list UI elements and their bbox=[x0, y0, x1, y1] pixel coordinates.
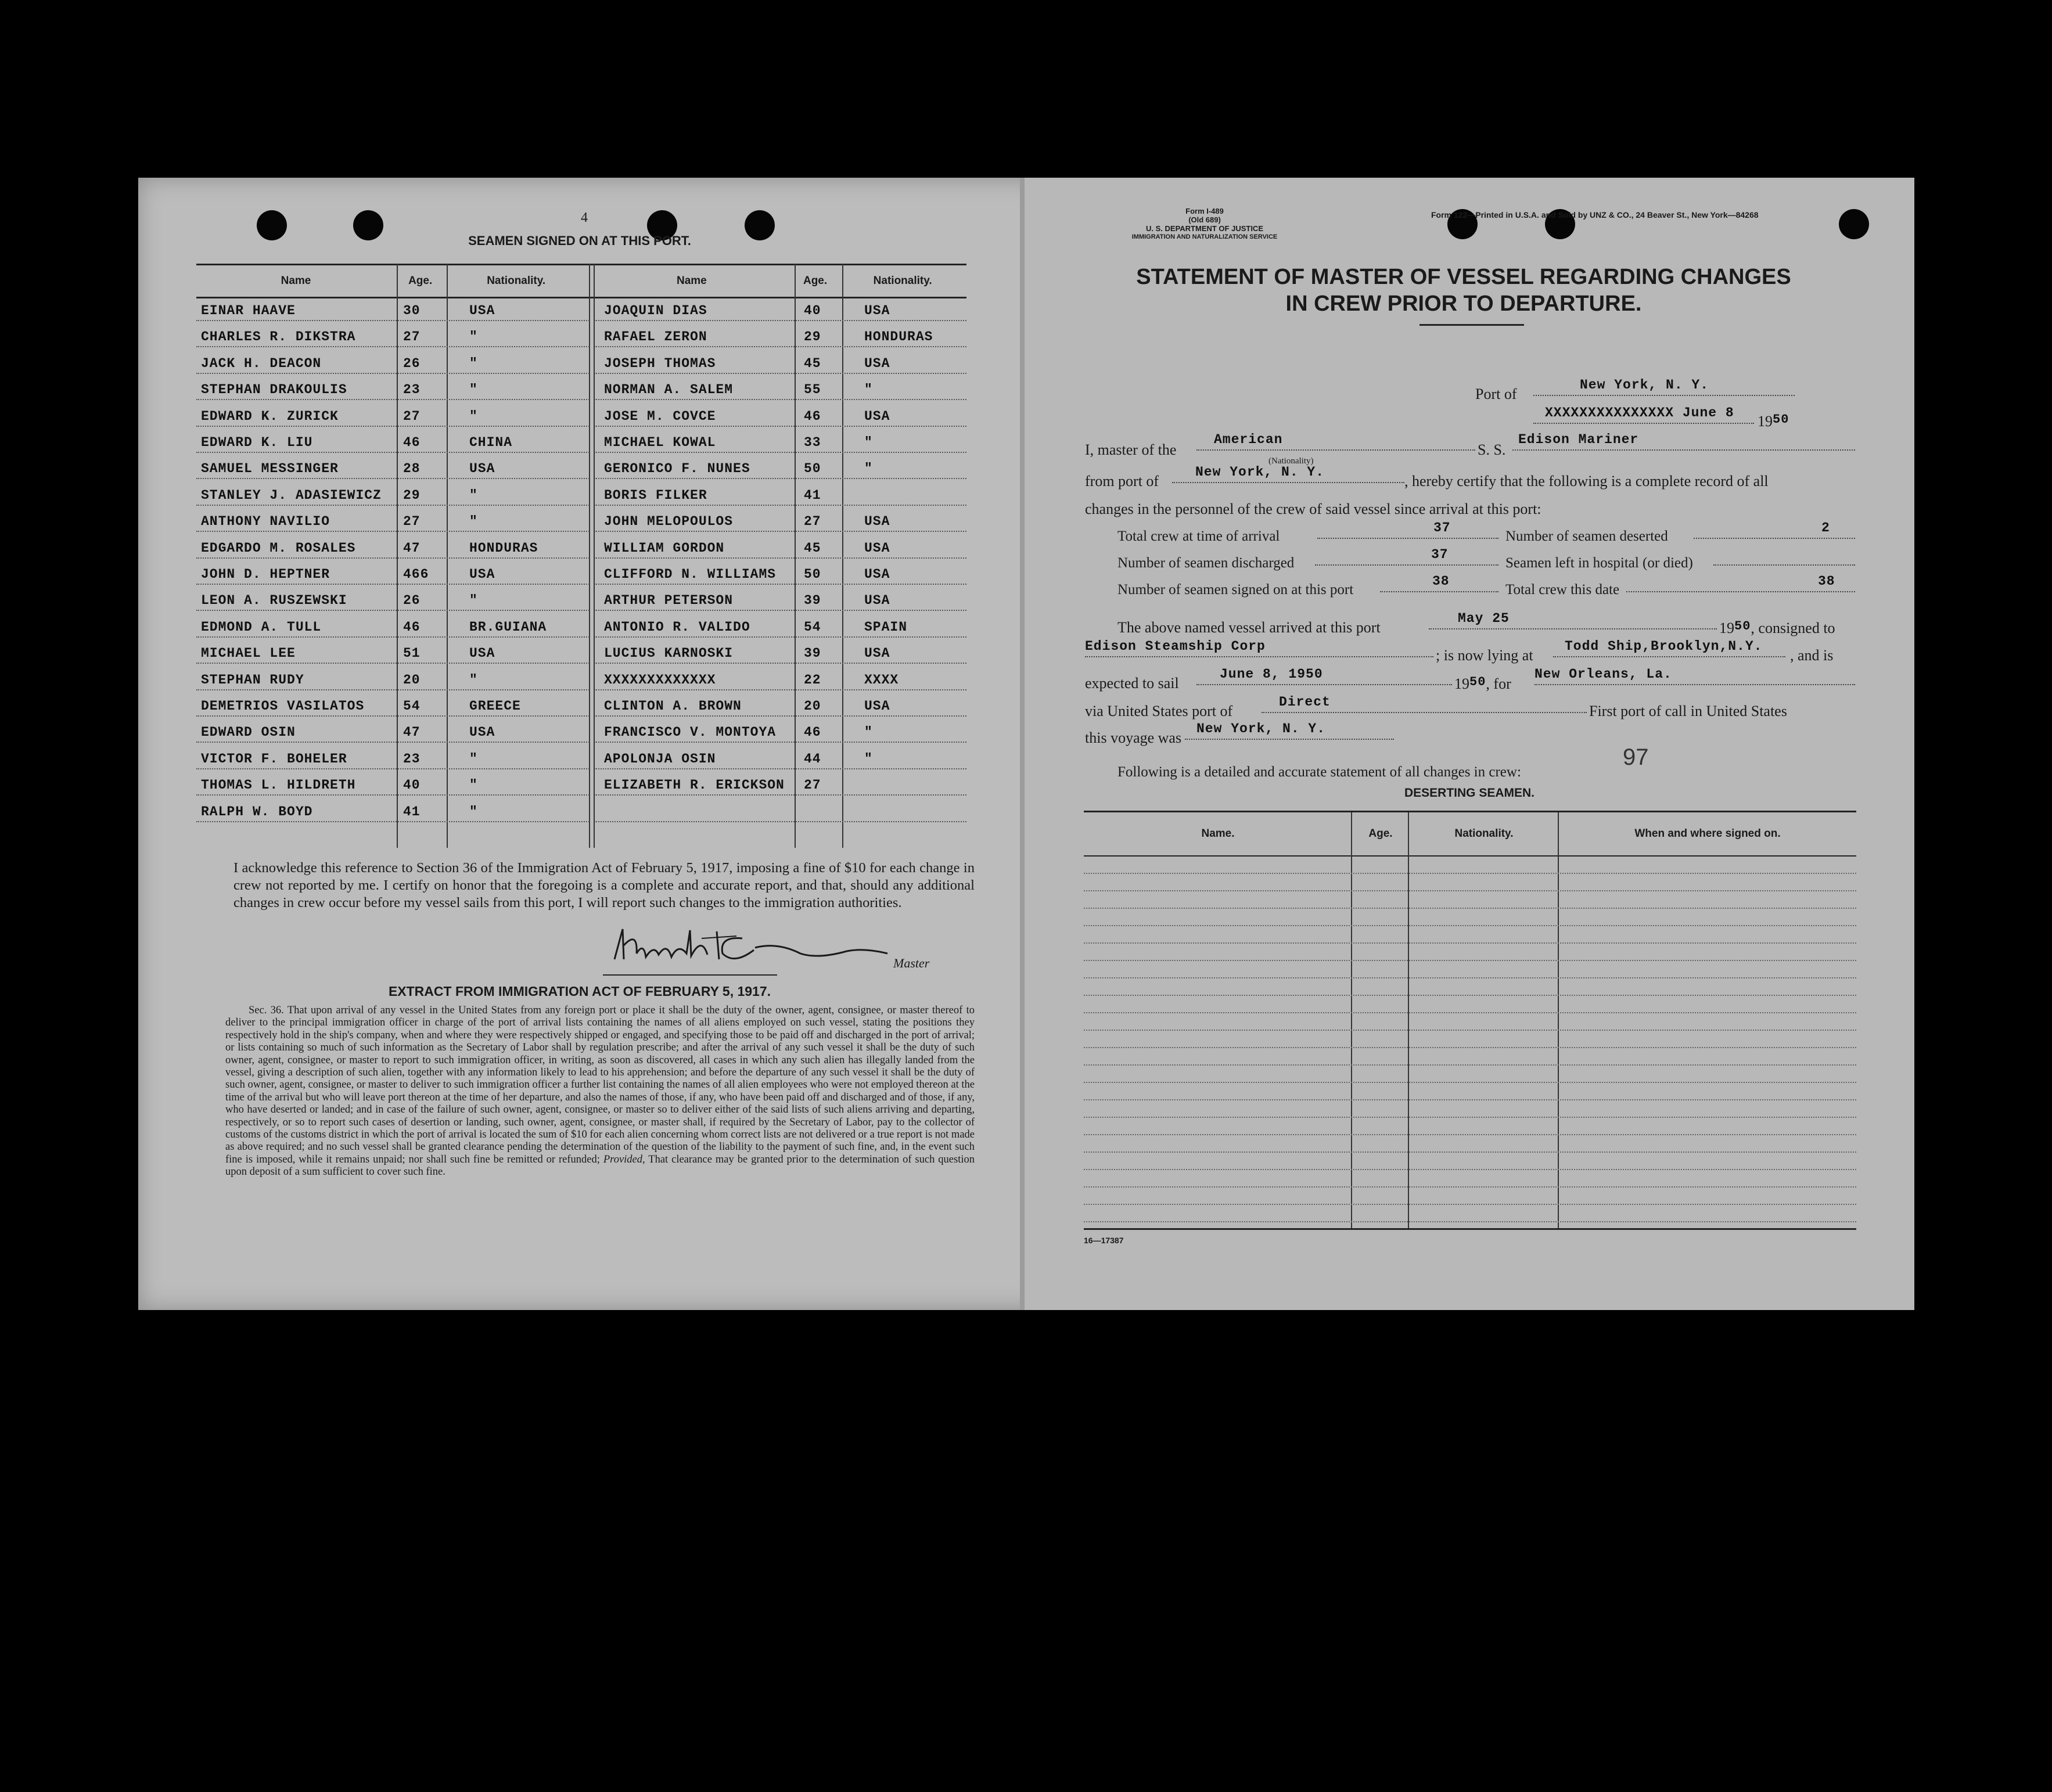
left-name: EDMOND A. TULL bbox=[201, 619, 322, 635]
empty-row bbox=[1084, 1152, 1856, 1153]
provided-label: Provided, bbox=[603, 1153, 645, 1165]
left-nationality: " bbox=[469, 408, 478, 424]
left-nationality: " bbox=[469, 329, 478, 345]
right-nationality: USA bbox=[864, 303, 890, 318]
deserted-label: Number of seamen deserted bbox=[1505, 528, 1668, 544]
left-name: EDWARD K. LIU bbox=[201, 435, 313, 450]
right-nationality: " bbox=[864, 461, 873, 477]
col-nationality: Nationality. bbox=[487, 275, 546, 287]
changes-text: changes in the personnel of the crew of said vessel since arrival at this port: bbox=[1085, 501, 1541, 517]
left-name: JACK H. DEACON bbox=[201, 355, 322, 371]
nationality-value: American bbox=[1214, 432, 1283, 447]
right-age: 29 bbox=[804, 329, 821, 345]
port-of-label: Port of bbox=[1475, 386, 1517, 402]
total-date-field bbox=[1626, 574, 1855, 592]
table-row bbox=[196, 321, 966, 347]
des-col-age: Age. bbox=[1368, 827, 1393, 840]
left-age: 54 bbox=[403, 699, 421, 714]
master-of-label: I, master of the bbox=[1085, 441, 1177, 458]
right-age: 27 bbox=[804, 514, 821, 530]
table-row bbox=[196, 796, 966, 822]
empty-row bbox=[1084, 1099, 1856, 1100]
ss-label: S. S. bbox=[1478, 441, 1506, 458]
section-36-text bbox=[225, 1005, 975, 1179]
table-row bbox=[196, 453, 966, 479]
left-age: 23 bbox=[403, 382, 421, 398]
right-age: 50 bbox=[804, 461, 821, 477]
left-name: EDWARD K. ZURICK bbox=[201, 408, 339, 424]
empty-row bbox=[1084, 1204, 1856, 1205]
column-divider bbox=[1558, 812, 1559, 1228]
right-age: 45 bbox=[804, 540, 821, 556]
right-page bbox=[1025, 178, 1914, 1310]
left-nationality: " bbox=[469, 778, 478, 793]
section-label: Sec. 36. bbox=[249, 1005, 284, 1016]
deserting-table bbox=[1084, 811, 1856, 1230]
empty-row bbox=[1084, 1012, 1856, 1013]
section-body: That upon arrival of any vessel in the United States from any foreign port or place it shall be the duty of the owner, agent, consignee, or master thereof to deliver to the principal immigration officer in charge of the port of arrival lists containing the names of all aliens employed on such vessel, stating the positions they respectively hold in the ship's company, when and where they were respectively shipped or engaged, and specifying those to be paid off and discharged in the port of arrival; or lists containing so much of such information as the Secretary of Labor shall by regulation prescribe; and after the arrival of any such vessel it shall be the duty of such owner, agent, consignee, or master to report to such immigration officer, in writing, as soon as discovered, all cases in which any such alien has illegally landed from the vessel, giving a description of such alien, together with any information likely to lead to his apprehension; and before the departure of any such vessel it shall be the duty of such owner, agent, consignee, or master to deliver to such immigration officer a further list containing the names of all alien employees who were not employed thereon at the time of the arrival but who will leave port thereon at the time of her departure, and also the names of those, if any, who have been paid off and discharged and of those, if any, who have deserted or landed; and in case of the failure of such owner, agent, consignee, or master so to deliver either of the said lists of such aliens arriving and departing, respectively, or so to report such cases of desertion or landing, such owner, agent, consignee, or master shall, if required by the Secretary of Labor, pay to the collector of customs of the customs district in which the port of arrival is located the sum of $10 for each alien concerning whom correct lists are not delivered or a true report is not made as above required; and no such vessel shall be granted clearance pending the determination of the question of the liability to the payment of such fine, and, in the event such fine is imposed, while it remains unpaid; nor shall such fine be remitted or refunded; bbox=[225, 1005, 975, 1165]
col-age: Age. bbox=[408, 275, 433, 287]
left-nationality: " bbox=[469, 487, 478, 503]
from-port-label: from port of bbox=[1085, 473, 1159, 490]
table-row bbox=[196, 638, 966, 664]
left-age: 27 bbox=[403, 329, 421, 345]
total-arrival-label: Total crew at time of arrival bbox=[1117, 528, 1280, 544]
and-is-label: , and is bbox=[1790, 647, 1834, 664]
total-date-label: Total crew this date bbox=[1505, 582, 1620, 598]
for-field bbox=[1534, 667, 1855, 685]
right-name: ELIZABETH R. ERICKSON bbox=[604, 778, 785, 793]
right-name: WILLIAM GORDON bbox=[604, 540, 725, 556]
header-rule bbox=[1084, 855, 1856, 857]
empty-row bbox=[1084, 942, 1856, 944]
right-age: 20 bbox=[804, 699, 821, 714]
nationality-field bbox=[1196, 432, 1475, 451]
hospital-label: Seamen left in hospital (or died) bbox=[1505, 555, 1693, 571]
acknowledgement-text bbox=[196, 859, 975, 912]
right-age: 50 bbox=[804, 567, 821, 582]
des-col-when-where: When and where signed on. bbox=[1634, 827, 1781, 840]
consignee-value: Edison Steamship Corp bbox=[1085, 639, 1266, 654]
right-nationality: " bbox=[864, 725, 873, 740]
left-name: CHARLES R. DIKSTRA bbox=[201, 329, 356, 345]
date-value: XXXXXXXXXXXXXXX June 8 bbox=[1545, 405, 1734, 420]
page-number: 4 bbox=[581, 210, 588, 225]
col-age-2: Age. bbox=[803, 275, 828, 287]
left-name: EDGARDO M. ROSALES bbox=[201, 540, 356, 556]
expected-year bbox=[1454, 675, 1511, 693]
voyage-value: New York, N. Y. bbox=[1196, 721, 1326, 736]
form-title bbox=[1048, 264, 1879, 317]
table-row bbox=[196, 611, 966, 638]
port-of-field bbox=[1533, 377, 1795, 396]
first-call-label: First port of call in United States bbox=[1589, 703, 1787, 719]
left-nationality: USA bbox=[469, 303, 495, 318]
right-name: RAFAEL ZERON bbox=[604, 329, 707, 345]
left-name: VICTOR F. BOHELER bbox=[201, 751, 347, 767]
total-date-value: 38 bbox=[1818, 574, 1835, 589]
empty-row bbox=[1084, 925, 1856, 926]
des-col-nationality: Nationality. bbox=[1454, 827, 1514, 840]
empty-row bbox=[1084, 890, 1856, 891]
empty-row bbox=[1084, 1186, 1856, 1188]
right-name: FRANCISCO V. MONTOYA bbox=[604, 725, 777, 740]
date-year-prefix: 19 bbox=[1758, 413, 1773, 430]
left-nationality: " bbox=[469, 593, 478, 609]
deserted-value: 2 bbox=[1821, 520, 1830, 535]
row-rule bbox=[594, 821, 966, 822]
arrived-year-suffix: 50 bbox=[1734, 619, 1751, 634]
punch-hole bbox=[1839, 209, 1869, 239]
right-name: CLIFFORD N. WILLIAMS bbox=[604, 567, 777, 582]
stamp-number: 97 bbox=[1623, 744, 1649, 770]
right-nationality: USA bbox=[864, 646, 890, 661]
crew-table-header bbox=[196, 264, 966, 298]
arrived-label: The above named vessel arrived at this port bbox=[1117, 619, 1381, 636]
via-label: via United States port of bbox=[1085, 703, 1233, 719]
from-port-field bbox=[1172, 465, 1404, 483]
row-rule bbox=[196, 821, 590, 822]
expected-year-suffix: 50 bbox=[1469, 675, 1486, 689]
ship-name-field bbox=[1512, 432, 1855, 451]
right-age: 27 bbox=[804, 778, 821, 793]
left-name: MICHAEL LEE bbox=[201, 646, 296, 661]
left-name: DEMETRIOS VASILATOS bbox=[201, 699, 365, 714]
right-nationality: USA bbox=[864, 699, 890, 714]
total-arrival-value: 37 bbox=[1433, 520, 1451, 535]
right-age: 55 bbox=[804, 382, 821, 398]
left-nationality: USA bbox=[469, 646, 495, 661]
right-nationality: USA bbox=[864, 514, 890, 530]
arrived-value: May 25 bbox=[1458, 611, 1510, 626]
left-age: 46 bbox=[403, 435, 421, 450]
table-row bbox=[196, 348, 966, 374]
left-name: THOMAS L. HILDRETH bbox=[201, 778, 356, 793]
date-field bbox=[1533, 405, 1754, 424]
left-nationality: USA bbox=[469, 567, 495, 582]
title-rule bbox=[1419, 324, 1524, 326]
left-age: 41 bbox=[403, 804, 421, 819]
form-code: 16—17387 bbox=[1084, 1236, 1124, 1245]
left-name: STANLEY J. ADASIEWICZ bbox=[201, 487, 382, 503]
printer-line: Form 122—Printed in U.S.A. and Sold by UNZ & CO., 24 Beaver St., New York—84268 bbox=[1431, 210, 1759, 219]
master-label: Master bbox=[893, 956, 930, 970]
via-value: Direct bbox=[1279, 695, 1331, 710]
table-row bbox=[196, 427, 966, 453]
expected-field bbox=[1196, 667, 1452, 685]
arrived-year-prefix: 19 bbox=[1719, 620, 1734, 636]
right-nationality: USA bbox=[864, 593, 890, 609]
empty-row bbox=[1084, 1082, 1856, 1083]
right-age: 39 bbox=[804, 593, 821, 609]
left-name: EINAR HAAVE bbox=[201, 303, 296, 318]
right-age: 39 bbox=[804, 646, 821, 661]
table-row bbox=[196, 743, 966, 769]
left-age: 47 bbox=[403, 725, 421, 740]
right-age: 45 bbox=[804, 355, 821, 371]
right-name: JOSE M. COVCE bbox=[604, 408, 716, 424]
right-name: JOAQUIN DIAS bbox=[604, 303, 707, 318]
left-nationality: CHINA bbox=[469, 435, 513, 450]
consigned-label: , consigned to bbox=[1751, 620, 1835, 636]
left-age: 51 bbox=[403, 646, 421, 661]
left-age: 26 bbox=[403, 593, 421, 609]
empty-row bbox=[1084, 873, 1856, 874]
right-age: 46 bbox=[804, 725, 821, 740]
department: U. S. DEPARTMENT OF JUSTICE bbox=[1146, 224, 1263, 233]
right-age: 33 bbox=[804, 435, 821, 450]
ship-name-value: Edison Mariner bbox=[1518, 432, 1639, 447]
left-nationality: " bbox=[469, 751, 478, 767]
form-number: Form I-489 bbox=[1185, 207, 1224, 215]
deserted-field bbox=[1694, 520, 1855, 539]
right-name: XXXXXXXXXXXXX bbox=[604, 672, 716, 688]
empty-row bbox=[1084, 1221, 1856, 1222]
left-nationality: USA bbox=[469, 725, 495, 740]
right-age: 54 bbox=[804, 619, 821, 635]
left-age: 28 bbox=[403, 461, 421, 477]
right-nationality: " bbox=[864, 382, 873, 398]
right-name: GERONICO F. NUNES bbox=[604, 461, 750, 477]
right-age: 41 bbox=[804, 487, 821, 503]
left-name: STEPHAN RUDY bbox=[201, 672, 304, 688]
service: IMMIGRATION AND NATURALIZATION SERVICE bbox=[1131, 233, 1278, 240]
arrived-year bbox=[1719, 619, 1835, 637]
right-name: CLINTON A. BROWN bbox=[604, 699, 742, 714]
left-nationality: " bbox=[469, 804, 478, 819]
left-page bbox=[138, 178, 1021, 1310]
empty-row bbox=[1084, 995, 1856, 996]
col-name: Name bbox=[281, 275, 311, 287]
via-field bbox=[1262, 695, 1587, 713]
table-row bbox=[196, 506, 966, 532]
right-nationality: SPAIN bbox=[864, 619, 908, 635]
right-name: APOLONJA OSIN bbox=[604, 751, 716, 767]
left-name: SAMUEL MESSINGER bbox=[201, 461, 339, 477]
left-age: 29 bbox=[403, 487, 421, 503]
empty-row bbox=[1084, 1064, 1856, 1066]
right-nationality: USA bbox=[864, 567, 890, 582]
empty-row bbox=[1084, 960, 1856, 961]
for-label: , for bbox=[1486, 675, 1511, 692]
right-age: 40 bbox=[804, 303, 821, 318]
lying-label: ; is now lying at bbox=[1436, 647, 1533, 664]
right-nationality: USA bbox=[864, 355, 890, 371]
left-age: 27 bbox=[403, 408, 421, 424]
left-nationality: GREECE bbox=[469, 699, 521, 714]
left-age: 23 bbox=[403, 751, 421, 767]
expected-year-prefix: 19 bbox=[1454, 675, 1469, 692]
signature-line bbox=[603, 974, 777, 976]
form-old-number: (Old 689) bbox=[1188, 215, 1221, 224]
left-name: STEPHAN DRAKOULIS bbox=[201, 382, 347, 398]
empty-row bbox=[1084, 1030, 1856, 1031]
following-text: Following is a detailed and accurate statement of all changes in crew: bbox=[1117, 764, 1521, 780]
right-name: JOHN MELOPOULOS bbox=[604, 514, 734, 530]
left-name: ANTHONY NAVILIO bbox=[201, 514, 330, 530]
lying-value: Todd Ship,Brooklyn,N.Y. bbox=[1565, 639, 1763, 654]
date-year bbox=[1758, 412, 1789, 430]
master-signature bbox=[603, 919, 893, 971]
table-row bbox=[196, 532, 966, 559]
left-name: EDWARD OSIN bbox=[201, 725, 296, 740]
for-value: New Orleans, La. bbox=[1534, 667, 1672, 682]
left-nationality: " bbox=[469, 355, 478, 371]
left-name: JOHN D. HEPTNER bbox=[201, 567, 330, 582]
left-nationality: USA bbox=[469, 461, 495, 477]
title-line-2: IN CREW PRIOR TO DEPARTURE. bbox=[1285, 292, 1642, 316]
port-of-value: New York, N. Y. bbox=[1580, 377, 1709, 393]
right-nationality: USA bbox=[864, 540, 890, 556]
empty-row bbox=[1084, 1169, 1856, 1170]
extract-title: EXTRACT FROM IMMIGRATION ACT OF FEBRUARY 5, 1917. bbox=[388, 984, 771, 999]
signed-on-value: 38 bbox=[1432, 574, 1450, 589]
table-row bbox=[196, 480, 966, 506]
signed-on-label: Number of seamen signed on at this port bbox=[1117, 582, 1354, 598]
expected-label: expected to sail bbox=[1085, 675, 1179, 692]
right-name: BORIS FILKER bbox=[604, 487, 707, 503]
table-row bbox=[196, 401, 966, 427]
table-row bbox=[196, 585, 966, 611]
right-nationality: " bbox=[864, 435, 873, 450]
discharged-label: Number of seamen discharged bbox=[1117, 555, 1295, 571]
table-row bbox=[196, 295, 966, 321]
col-nationality-2: Nationality. bbox=[873, 275, 932, 287]
empty-row bbox=[1084, 1134, 1856, 1135]
empty-row bbox=[1084, 1047, 1856, 1048]
column-divider bbox=[1351, 812, 1352, 1228]
form-id bbox=[1094, 207, 1315, 242]
discharged-field bbox=[1315, 547, 1498, 566]
voyage-label: this voyage was bbox=[1085, 729, 1182, 746]
table-row bbox=[196, 690, 966, 717]
voyage-field bbox=[1185, 721, 1394, 740]
crew-table-title: SEAMEN SIGNED ON AT THIS PORT. bbox=[468, 233, 691, 248]
empty-row bbox=[1084, 977, 1856, 978]
deserting-title: DESERTING SEAMEN. bbox=[1404, 786, 1535, 800]
left-age: 466 bbox=[403, 567, 429, 582]
table-row bbox=[196, 559, 966, 585]
left-age: 26 bbox=[403, 355, 421, 371]
right-name: NORMAN A. SALEM bbox=[604, 382, 734, 398]
arrived-field bbox=[1429, 611, 1717, 629]
left-nationality: " bbox=[469, 382, 478, 398]
right-name: LUCIUS KARNOSKI bbox=[604, 646, 734, 661]
left-age: 40 bbox=[403, 778, 421, 793]
empty-row bbox=[1084, 908, 1856, 909]
right-nationality: USA bbox=[864, 408, 890, 424]
section-end: That clearance may be granted prior to the determination of such question upon deposit of a sum sufficient to cover such fine. bbox=[225, 1153, 975, 1178]
right-nationality: " bbox=[864, 751, 873, 767]
col-name-2: Name bbox=[676, 275, 707, 287]
table-row bbox=[196, 769, 966, 796]
document-sheet bbox=[138, 178, 1914, 1310]
right-nationality: XXXX bbox=[864, 672, 899, 688]
signed-on-field bbox=[1380, 574, 1498, 592]
left-age: 27 bbox=[403, 514, 421, 530]
lying-field bbox=[1553, 639, 1785, 657]
nationality-caption: (Nationality) bbox=[1268, 456, 1314, 466]
total-arrival-field bbox=[1317, 520, 1498, 539]
right-age: 22 bbox=[804, 672, 821, 688]
left-age: 46 bbox=[403, 619, 421, 635]
title-line-1: STATEMENT OF MASTER OF VESSEL REGARDING CHANGES bbox=[1136, 265, 1791, 289]
left-name: RALPH W. BOYD bbox=[201, 804, 313, 819]
hospital-field bbox=[1713, 547, 1855, 566]
acknowledgement-body: I acknowledge this reference to Section 36 of the Immigration Act of February 5, 1917, imposing a fine of $10 for each change in crew not reported by me. I certify on honor that the foregoing is a complete and accurate report, and that, should any additional changes in crew occur before my vessel sails from this port, I will report such changes to the immigration authorities. bbox=[233, 860, 975, 911]
table-row bbox=[196, 374, 966, 400]
right-name: ARTHUR PETERSON bbox=[604, 593, 734, 609]
right-name: MICHAEL KOWAL bbox=[604, 435, 716, 450]
right-age: 44 bbox=[804, 751, 821, 767]
date-year-suffix: 50 bbox=[1773, 412, 1789, 427]
consignee-field bbox=[1085, 639, 1433, 657]
left-age: 30 bbox=[403, 303, 421, 318]
left-nationality: BR.GUIANA bbox=[469, 619, 547, 635]
right-name: JOSEPH THOMAS bbox=[604, 355, 716, 371]
left-nationality: HONDURAS bbox=[469, 540, 538, 556]
right-age: 46 bbox=[804, 408, 821, 424]
from-port-value: New York, N. Y. bbox=[1195, 465, 1325, 480]
column-divider bbox=[1408, 812, 1409, 1228]
left-name: LEON A. RUSZEWSKI bbox=[201, 593, 347, 609]
discharged-value: 37 bbox=[1431, 547, 1449, 562]
left-age: 20 bbox=[403, 672, 421, 688]
empty-row bbox=[1084, 1117, 1856, 1118]
table-row bbox=[196, 717, 966, 743]
left-nationality: " bbox=[469, 672, 478, 688]
left-nationality: " bbox=[469, 514, 478, 530]
right-name: ANTONIO R. VALIDO bbox=[604, 619, 750, 635]
expected-value: June 8, 1950 bbox=[1220, 667, 1323, 682]
table-row bbox=[196, 664, 966, 690]
certify-text: , hereby certify that the following is a complete record of all bbox=[1404, 473, 1769, 490]
des-col-name: Name. bbox=[1201, 827, 1235, 840]
right-nationality: HONDURAS bbox=[864, 329, 933, 345]
left-age: 47 bbox=[403, 540, 421, 556]
